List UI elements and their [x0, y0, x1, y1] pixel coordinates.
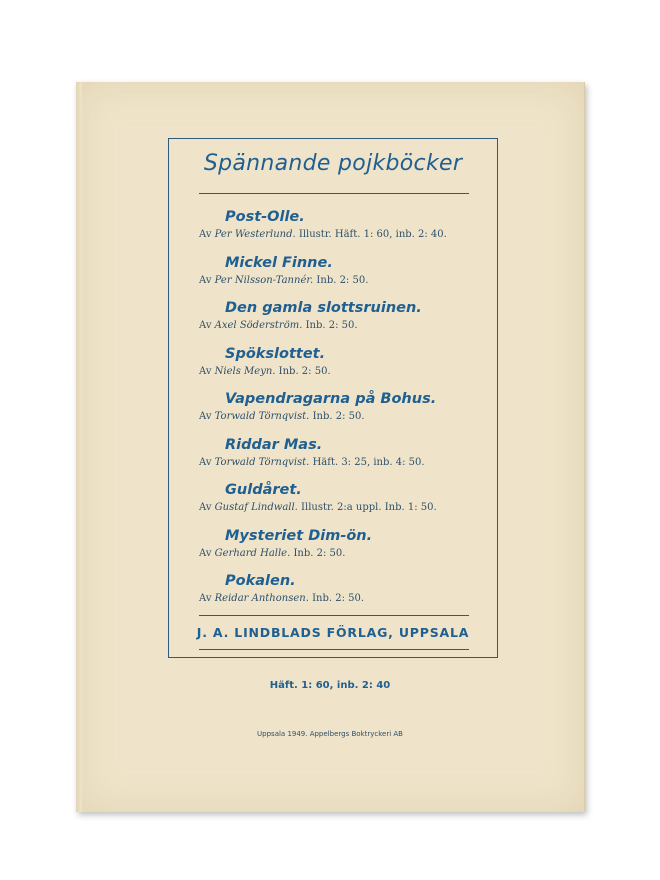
book-title: Guldåret. — [225, 482, 302, 498]
author-prefix: Av — [199, 547, 212, 559]
book-author: Gerhard Halle. — [214, 547, 291, 559]
book-spine-edge — [76, 82, 82, 812]
author-prefix: Av — [199, 365, 212, 377]
book-entry — [169, 247, 497, 293]
publisher-name: J. A. LINDBLADS FÖRLAG, UPPSALA — [196, 625, 470, 640]
author-prefix: Av — [199, 456, 212, 468]
book-author: Torwald Törnqvist. — [214, 456, 310, 468]
book-list — [169, 201, 497, 611]
advert-frame — [168, 138, 498, 658]
book-details — [199, 502, 437, 513]
book-author: Niels Meyn. — [214, 365, 276, 377]
book-author: Axel Söderström. — [214, 320, 303, 331]
book-details — [199, 229, 447, 240]
advert-heading: Spännande pojkböcker — [203, 151, 463, 176]
book-title: Mysteriet Dim-ön. — [225, 527, 373, 544]
publisher-rule-bottom — [199, 649, 469, 650]
book-title: Pokalen. — [225, 573, 296, 589]
book-author: Per Nilsson-Tannér. — [214, 274, 314, 286]
book-entry — [169, 565, 497, 611]
book-details — [199, 593, 364, 604]
book-details — [199, 275, 368, 286]
book-entry — [169, 292, 497, 338]
publisher-rule-top — [199, 615, 469, 616]
author-prefix: Av — [199, 274, 212, 286]
book-price: Inb. 2: 50. — [293, 547, 346, 559]
book-back-cover — [76, 82, 585, 812]
book-details — [199, 320, 358, 331]
book-author: Reidar Anthonsen. — [214, 593, 309, 604]
author-prefix: Av — [199, 593, 212, 604]
book-title: Mickel Finne. — [225, 254, 333, 271]
book-price: Inb. 2: 50. — [278, 365, 331, 377]
book-entry — [169, 520, 497, 566]
author-prefix: Av — [199, 502, 212, 513]
book-title: Vapendragarna på Bohus. — [225, 391, 437, 407]
book-entry — [169, 338, 497, 384]
book-details — [199, 411, 365, 422]
book-details — [199, 366, 331, 377]
book-title: Post-Olle. — [225, 209, 305, 225]
book-price: Inb. 2: 50. — [312, 411, 365, 422]
book-author: Per Westerlund. — [214, 229, 296, 240]
book-title: Spökslottet. — [225, 345, 326, 362]
book-price: Häft. 3: 25, inb. 4: 50. — [312, 456, 425, 468]
book-price: Inb. 2: 50. — [305, 320, 358, 331]
book-price: Illustr. 2:a uppl. Inb. 1: 50. — [301, 502, 437, 513]
book-entry — [169, 474, 497, 520]
author-prefix: Av — [199, 229, 212, 240]
author-prefix: Av — [199, 320, 212, 331]
cover-price: Häft. 1: 60, inb. 2: 40 — [269, 680, 391, 691]
book-author: Torwald Törnqvist. — [214, 411, 310, 422]
book-title: Riddar Mas. — [225, 436, 323, 453]
book-price: Inb. 2: 50. — [316, 274, 369, 286]
book-entry — [169, 429, 497, 475]
book-entry — [169, 201, 497, 247]
book-entry — [169, 383, 497, 429]
book-author: Gustaf Lindwall. — [214, 502, 298, 513]
book-title: Den gamla slottsruinen. — [225, 300, 422, 316]
heading-rule — [199, 193, 469, 194]
book-details — [199, 457, 425, 468]
book-price: Inb. 2: 50. — [312, 593, 365, 604]
printer-imprint: Uppsala 1949. Appelbergs Boktryckeri AB — [257, 730, 403, 738]
author-prefix: Av — [199, 411, 212, 422]
book-price: Illustr. Häft. 1: 60, inb. 2: 40. — [298, 229, 447, 240]
book-details — [199, 548, 345, 559]
